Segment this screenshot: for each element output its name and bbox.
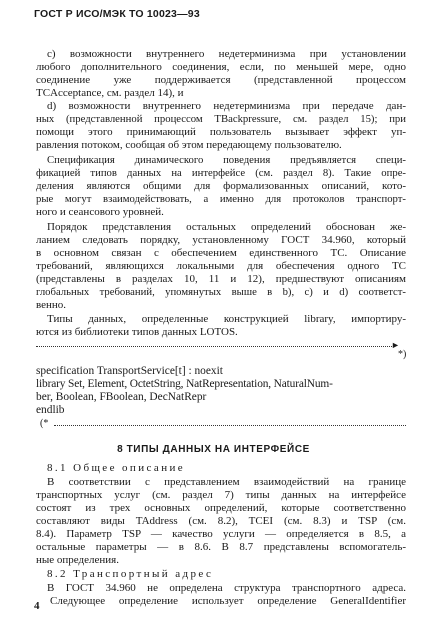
text-line: рые могут взаимодействовать, а именно для протоколов транспорт-	[36, 193, 406, 205]
text-line: требований, являющихся локальными для обеспечения одного ТС	[36, 260, 406, 272]
text-line: состоят из трех основных определений, которые соответственно	[36, 502, 406, 514]
page-header: ГОСТ Р ИСО/МЭК ТО 10023—93	[34, 8, 200, 20]
text-line: TCAcceptance, см. раздел 14), и	[36, 87, 184, 99]
text-line: Порядок представления остальных определений обоснован же-	[47, 221, 406, 233]
text-line: ные определения.	[36, 554, 119, 566]
text-line: деления являются общими для формализованных описаний, кото-	[36, 180, 406, 192]
text-line: (представлены в разделах 10, 11 и 12), предшествуют описаниям	[36, 273, 406, 285]
text-line: составляют виды TAddress (см. 8.2), TCEI (см. 8.3) и TSP (см.	[36, 515, 406, 527]
text-line: равления потоком, сообщая об этом передающему пользователю.	[36, 139, 342, 151]
text-line: соединение уже поддерживается (представленной процессом	[36, 74, 406, 86]
dotted-rule-top	[36, 346, 394, 347]
text-line: фикацией типов данных на интерфейсе (см. раздел 8). Такие опре-	[36, 167, 406, 179]
text-line: венно.	[36, 299, 67, 311]
text-line: В ГОСТ 34.960 не определена структура транспортного адреса.	[47, 582, 406, 594]
text-line: Следующее определение использует определение GeneralIdentifier	[50, 595, 406, 607]
comment-close-marker: *)	[398, 349, 407, 360]
text-line: ланием следовать порядку, установленному ГОСТ 34.960, который	[36, 234, 406, 246]
page-number: 4	[34, 600, 40, 612]
text-line: ются из библиотеки типов данных LOTOS.	[36, 326, 238, 338]
code-line: specification TransportService[t] : noexit	[36, 365, 223, 377]
text-line: ного и сеансового уровней.	[36, 206, 164, 218]
code-line: ber, Boolean, FBoolean, DecNatRepr	[36, 391, 207, 403]
text-line: c) возможности внутреннего недетерминизма при установлении	[47, 48, 406, 60]
text-line: Спецификация динамического поведения предъявляется специ-	[47, 154, 406, 166]
text-line: В соответствии с представлением взаимодействий на границе	[47, 476, 406, 488]
subsection-title: 8.2 Транспортный адрес	[47, 568, 214, 580]
code-line: library Set, Element, OctetString, NatRepresentation, NaturalNum-	[36, 378, 333, 390]
text-line: транспортных услуг (см. раздел 7) типы данных на интерфейсе	[36, 489, 406, 501]
text-line: любого дополнительного соединения, если, по меньшей мере, одно	[36, 61, 406, 73]
text-line: ных (представленной процессом TBackpressure, см. раздел 15); при	[36, 113, 406, 125]
section-title: 8 ТИПЫ ДАННЫХ НА ИНТЕРФЕЙСЕ	[117, 444, 310, 455]
arrow-icon: ►	[391, 340, 400, 350]
text-line: d) возможности внутреннего недетерминизма при передаче дан-	[47, 100, 406, 112]
text-line: помощи этого принимающий пользователь вызывает эффект уп-	[36, 126, 406, 138]
text-line: в основном связан с обеспечением единственного ТС. Описание	[36, 247, 406, 259]
text-line: глобальных требований, упомянутых выше в b), с) и d) соответст-	[36, 286, 406, 298]
text-line: Типы данных, определенные конструкцией library, импортиру-	[47, 313, 406, 325]
subsection-title: 8.1 Общее описание	[47, 462, 186, 474]
text-line: 8.4). Параметр TSP — качество услуги — определяется в 8.5, а	[36, 528, 406, 540]
code-line: endlib	[36, 404, 65, 416]
comment-open-marker: (*	[40, 418, 49, 429]
text-line: остальные параметры — в 8.6. В 8.7 представлены вспомогатель-	[36, 541, 406, 553]
dotted-rule-bottom	[54, 425, 406, 426]
